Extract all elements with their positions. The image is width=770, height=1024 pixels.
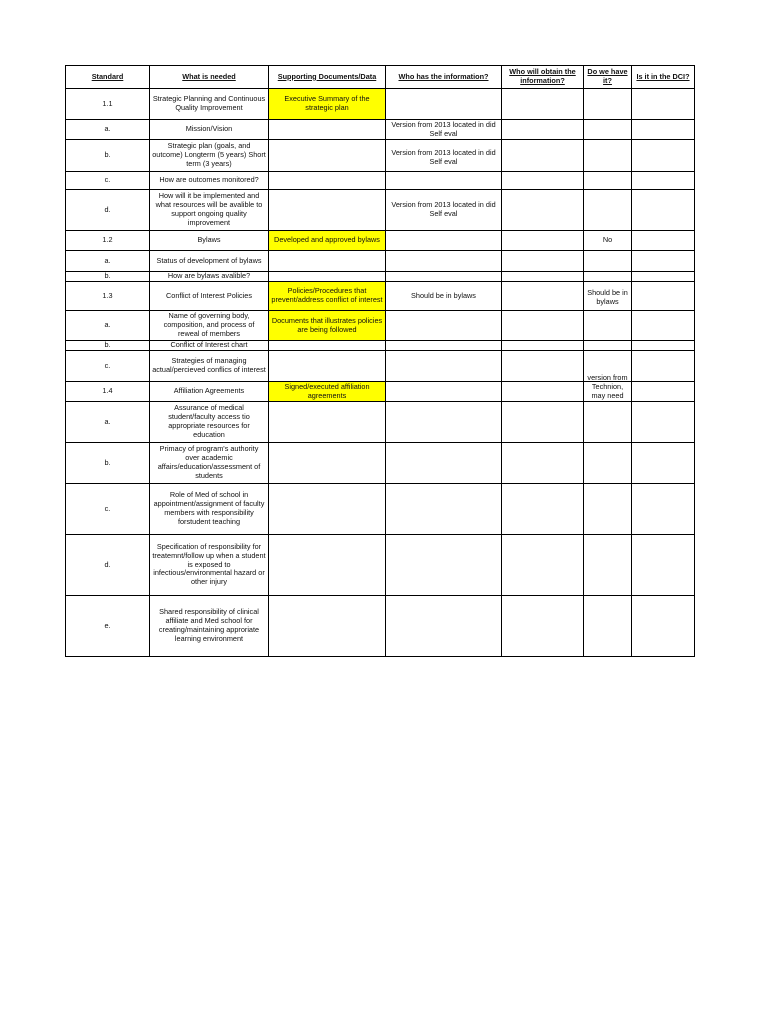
- needed-cell: Bylaws: [150, 231, 269, 251]
- supporting-docs-cell: Executive Summary of the strategic plan: [269, 89, 386, 120]
- table-row: [66, 382, 695, 402]
- have-it-cell: [584, 140, 632, 172]
- supporting-docs-cell: Documents that illustrates policies are being followed: [269, 311, 386, 341]
- table-row: [66, 251, 695, 272]
- table-row: [66, 272, 695, 282]
- needed-cell: Conflict of Interest chart: [150, 341, 269, 351]
- supporting-docs-cell: Policies/Procedures that prevent/address conflict of interest: [269, 282, 386, 311]
- table-row: [66, 311, 695, 341]
- table-row: [66, 596, 695, 657]
- needed-cell: Role of Med of school in appointment/assignment of faculty members with responsibility forstudent teaching: [150, 484, 269, 535]
- dci-cell: [632, 311, 695, 341]
- who-has-cell: [386, 231, 502, 251]
- supporting-docs-cell: Developed and approved bylaws: [269, 231, 386, 251]
- dci-cell: [632, 172, 695, 190]
- who-has-cell: [386, 251, 502, 272]
- standard-cell: a.: [66, 402, 150, 443]
- who-obtain-cell: [502, 89, 584, 120]
- supporting-docs-cell: [269, 272, 386, 282]
- supporting-docs-cell: [269, 140, 386, 172]
- have-it-cell: [584, 120, 632, 140]
- who-obtain-cell: [502, 351, 584, 382]
- have-it-cell: [584, 341, 632, 351]
- needed-cell: Primacy of program's authority over academic affairs/education/assessment of students: [150, 443, 269, 484]
- dci-cell: [632, 351, 695, 382]
- who-has-cell: [386, 535, 502, 596]
- have-it-cell: [584, 535, 632, 596]
- supporting-docs-cell: [269, 402, 386, 443]
- dci-cell: [632, 272, 695, 282]
- dci-cell: [632, 120, 695, 140]
- who-obtain-cell: [502, 341, 584, 351]
- dci-cell: [632, 382, 695, 402]
- header-who-will-obtain: Who will obtain the information?: [502, 66, 584, 89]
- standard-cell: b.: [66, 443, 150, 484]
- table-row: [66, 172, 695, 190]
- dci-cell: [632, 484, 695, 535]
- supporting-docs-cell: [269, 172, 386, 190]
- standard-cell: 1.4: [66, 382, 150, 402]
- dci-cell: [632, 89, 695, 120]
- standard-cell: c.: [66, 484, 150, 535]
- standard-cell: 1.3: [66, 282, 150, 311]
- standard-cell: e.: [66, 596, 150, 657]
- header-supporting-documents: Supporting Documents/Data: [269, 66, 386, 89]
- needed-cell: How are bylaws avalible?: [150, 272, 269, 282]
- who-obtain-cell: [502, 172, 584, 190]
- who-obtain-cell: [502, 120, 584, 140]
- who-has-cell: [386, 89, 502, 120]
- standard-cell: a.: [66, 311, 150, 341]
- have-it-cell: [584, 190, 632, 231]
- standard-cell: a.: [66, 120, 150, 140]
- who-obtain-cell: [502, 282, 584, 311]
- have-it-cell: Should be in bylaws: [584, 282, 632, 311]
- who-has-cell: [386, 351, 502, 382]
- table-row: [66, 190, 695, 231]
- who-has-cell: [386, 402, 502, 443]
- dci-cell: [632, 535, 695, 596]
- dci-cell: [632, 402, 695, 443]
- standard-cell: b.: [66, 140, 150, 172]
- header-standard: Standard: [66, 66, 150, 89]
- have-it-cell: [584, 89, 632, 120]
- have-it-cell: [584, 311, 632, 341]
- who-obtain-cell: [502, 272, 584, 282]
- standards-table: [65, 65, 695, 657]
- supporting-docs-cell: [269, 251, 386, 272]
- standard-cell: c.: [66, 351, 150, 382]
- have-it-cell: [584, 251, 632, 272]
- needed-cell: Affiliation Agreements: [150, 382, 269, 402]
- who-has-cell: [386, 596, 502, 657]
- who-obtain-cell: [502, 190, 584, 231]
- needed-cell: Name of governing body, composition, and process of reweal of members: [150, 311, 269, 341]
- needed-cell: Strategic plan (goals, and outcome) Longterm (5 years) Short term (3 years): [150, 140, 269, 172]
- who-obtain-cell: [502, 484, 584, 535]
- have-it-cell: [584, 402, 632, 443]
- who-has-cell: Should be in bylaws: [386, 282, 502, 311]
- dci-cell: [632, 341, 695, 351]
- have-it-text: version from Technion, may need: [587, 373, 628, 400]
- needed-cell: Shared responsibility of clinical affiliate and Med school for creating/maintaining approriate learning environment: [150, 596, 269, 657]
- dci-cell: [632, 231, 695, 251]
- needed-cell: How will it be implemented and what resources will be avalible to support ongoing quality improvement: [150, 190, 269, 231]
- table-row: [66, 231, 695, 251]
- standard-cell: a.: [66, 251, 150, 272]
- header-who-has-information: Who has the information?: [386, 66, 502, 89]
- header-in-dci: Is it in the DCI?: [632, 66, 695, 89]
- standard-cell: b.: [66, 272, 150, 282]
- who-has-cell: [386, 172, 502, 190]
- who-has-cell: [386, 382, 502, 402]
- supporting-docs-cell: [269, 351, 386, 382]
- table-row: [66, 341, 695, 351]
- have-it-cell: [584, 443, 632, 484]
- standard-cell: c.: [66, 172, 150, 190]
- header-do-we-have-it: Do we have it?: [584, 66, 632, 89]
- needed-cell: Strategies of managing actual/percieved conflics of interest: [150, 351, 269, 382]
- who-obtain-cell: [502, 596, 584, 657]
- dci-cell: [632, 443, 695, 484]
- header-row: [66, 66, 695, 89]
- who-has-cell: Version from 2013 located in did Self eval: [386, 190, 502, 231]
- supporting-docs-cell: Signed/executed affiliation agreements: [269, 382, 386, 402]
- supporting-docs-cell: [269, 190, 386, 231]
- who-has-cell: [386, 484, 502, 535]
- have-it-cell: [584, 272, 632, 282]
- who-has-cell: [386, 272, 502, 282]
- dci-cell: [632, 251, 695, 272]
- have-it-cell: [584, 172, 632, 190]
- table-row: [66, 89, 695, 120]
- who-has-cell: [386, 341, 502, 351]
- who-obtain-cell: [502, 140, 584, 172]
- standard-cell: d.: [66, 190, 150, 231]
- who-obtain-cell: [502, 535, 584, 596]
- have-it-cell: [584, 484, 632, 535]
- needed-cell: Mission/Vision: [150, 120, 269, 140]
- dci-cell: [632, 282, 695, 311]
- who-obtain-cell: [502, 443, 584, 484]
- who-obtain-cell: [502, 311, 584, 341]
- needed-cell: Status of development of bylaws: [150, 251, 269, 272]
- supporting-docs-cell: [269, 443, 386, 484]
- who-obtain-cell: [502, 402, 584, 443]
- supporting-docs-cell: [269, 535, 386, 596]
- table-row: [66, 484, 695, 535]
- needed-cell: How are outcomes monitored?: [150, 172, 269, 190]
- table-row: [66, 535, 695, 596]
- supporting-docs-cell: [269, 341, 386, 351]
- who-has-cell: Version from 2013 located in did Self eval: [386, 140, 502, 172]
- have-it-cell: [584, 373, 632, 402]
- table-row: [66, 120, 695, 140]
- who-obtain-cell: [502, 382, 584, 402]
- table-row: [66, 402, 695, 443]
- standard-cell: 1.1: [66, 89, 150, 120]
- needed-cell: Strategic Planning and Continuous Quality Improvement: [150, 89, 269, 120]
- table-row: [66, 282, 695, 311]
- needed-cell: Specification of responsibility for treatemnt/follow up when a student is exposed to infectious/environmental hazard or other injury: [150, 535, 269, 596]
- needed-cell: Conflict of Interest Policies: [150, 282, 269, 311]
- table-row: [66, 443, 695, 484]
- standard-cell: 1.2: [66, 231, 150, 251]
- who-obtain-cell: [502, 231, 584, 251]
- standard-cell: b.: [66, 341, 150, 351]
- dci-cell: [632, 190, 695, 231]
- supporting-docs-cell: [269, 484, 386, 535]
- who-has-cell: [386, 311, 502, 341]
- header-what-is-needed: What is needed: [150, 66, 269, 89]
- dci-cell: [632, 596, 695, 657]
- standard-cell: d.: [66, 535, 150, 596]
- supporting-docs-cell: [269, 120, 386, 140]
- who-has-cell: Version from 2013 located in did Self eval: [386, 120, 502, 140]
- who-has-cell: [386, 443, 502, 484]
- table-row: [66, 140, 695, 172]
- needed-cell: Assurance of medical student/faculty access tio appropriate resources for education: [150, 402, 269, 443]
- have-it-cell: No: [584, 231, 632, 251]
- dci-cell: [632, 140, 695, 172]
- supporting-docs-cell: [269, 596, 386, 657]
- who-obtain-cell: [502, 251, 584, 272]
- have-it-cell: [584, 596, 632, 657]
